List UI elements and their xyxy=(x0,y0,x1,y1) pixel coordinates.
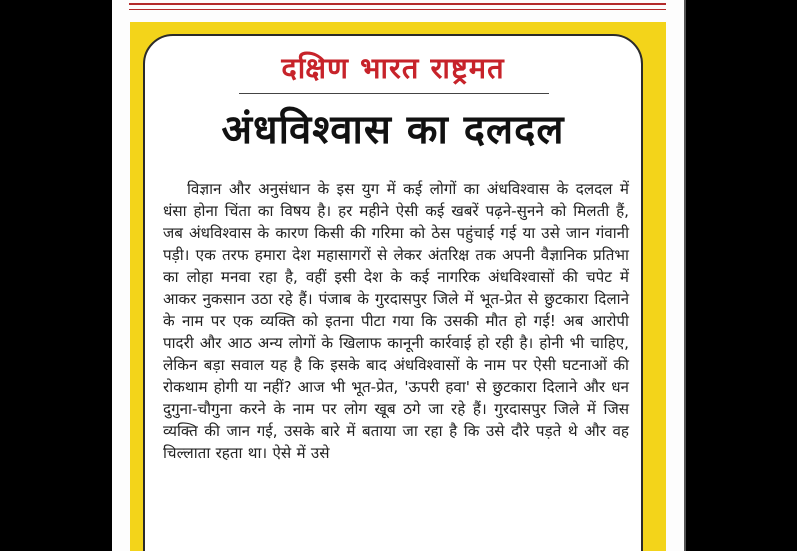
top-rule xyxy=(129,3,666,5)
editorial-frame xyxy=(130,22,666,551)
article-headline: अंधविश्वास का दलदल xyxy=(221,107,565,153)
newspaper-page xyxy=(112,0,686,551)
top-rule-thin xyxy=(129,9,666,10)
masthead-title: दक्षिण भारत राष्ट्रमत xyxy=(281,51,505,85)
editorial-card xyxy=(143,34,643,551)
masthead-divider xyxy=(239,93,549,94)
article-body: विज्ञान और अनुसंधान के इस युग में कई लोगों का अंधविश्वास के दलदल में धंसा होना चिंता का विषय है। हर महीने ऐसी कई खबरें पढ़ने-सुनने को मिलती हैं, जब अंधविश्वास के कारण किसी की गरिमा को ठेस पहुंचाई गई या उसे जान गंवानी पड़ी। एक तरफ हमारा देश महासागरों से लेकर अंतरिक्ष तक अपनी वैज्ञानिक प्रतिभा का लोहा मनवा रहा है, वहीं इसी देश के कई नागरिक अंधविश्वासों की चपेट में आकर नुकसान उठा रहे हैं। पंजाब के गुरदासपुर जिले में भूत-प्रेत से छुटकारा दिलाने के नाम पर एक व्यक्ति को इतना पीटा गया कि उसकी मौत हो गई! अब आरोपी पादरी और आठ अन्य लोगों के खिलाफ कानूनी कार्रवाई हो रही है। होनी भी चाहिए, लेकिन बड़ा सवाल यह है कि इसके बाद अंधविश्वासों के नाम पर ऐसी घटनाओं की रोकथाम होगी या नहीं? आज भी भूत-प्रेत, 'ऊपरी हवा' से छुटकारा दिलाने और धन दुगुना-चौगुना करने के नाम पर लोग खूब ठगे जा रहे हैं। गुरदासपुर जिले में जिस व्यक्ति की जान गई, उसके बारे में बताया जा रहा है कि उसे दौरे पड़ते थे और वह चिल्लाता रहता था। ऐसे में उसे xyxy=(163,180,629,462)
